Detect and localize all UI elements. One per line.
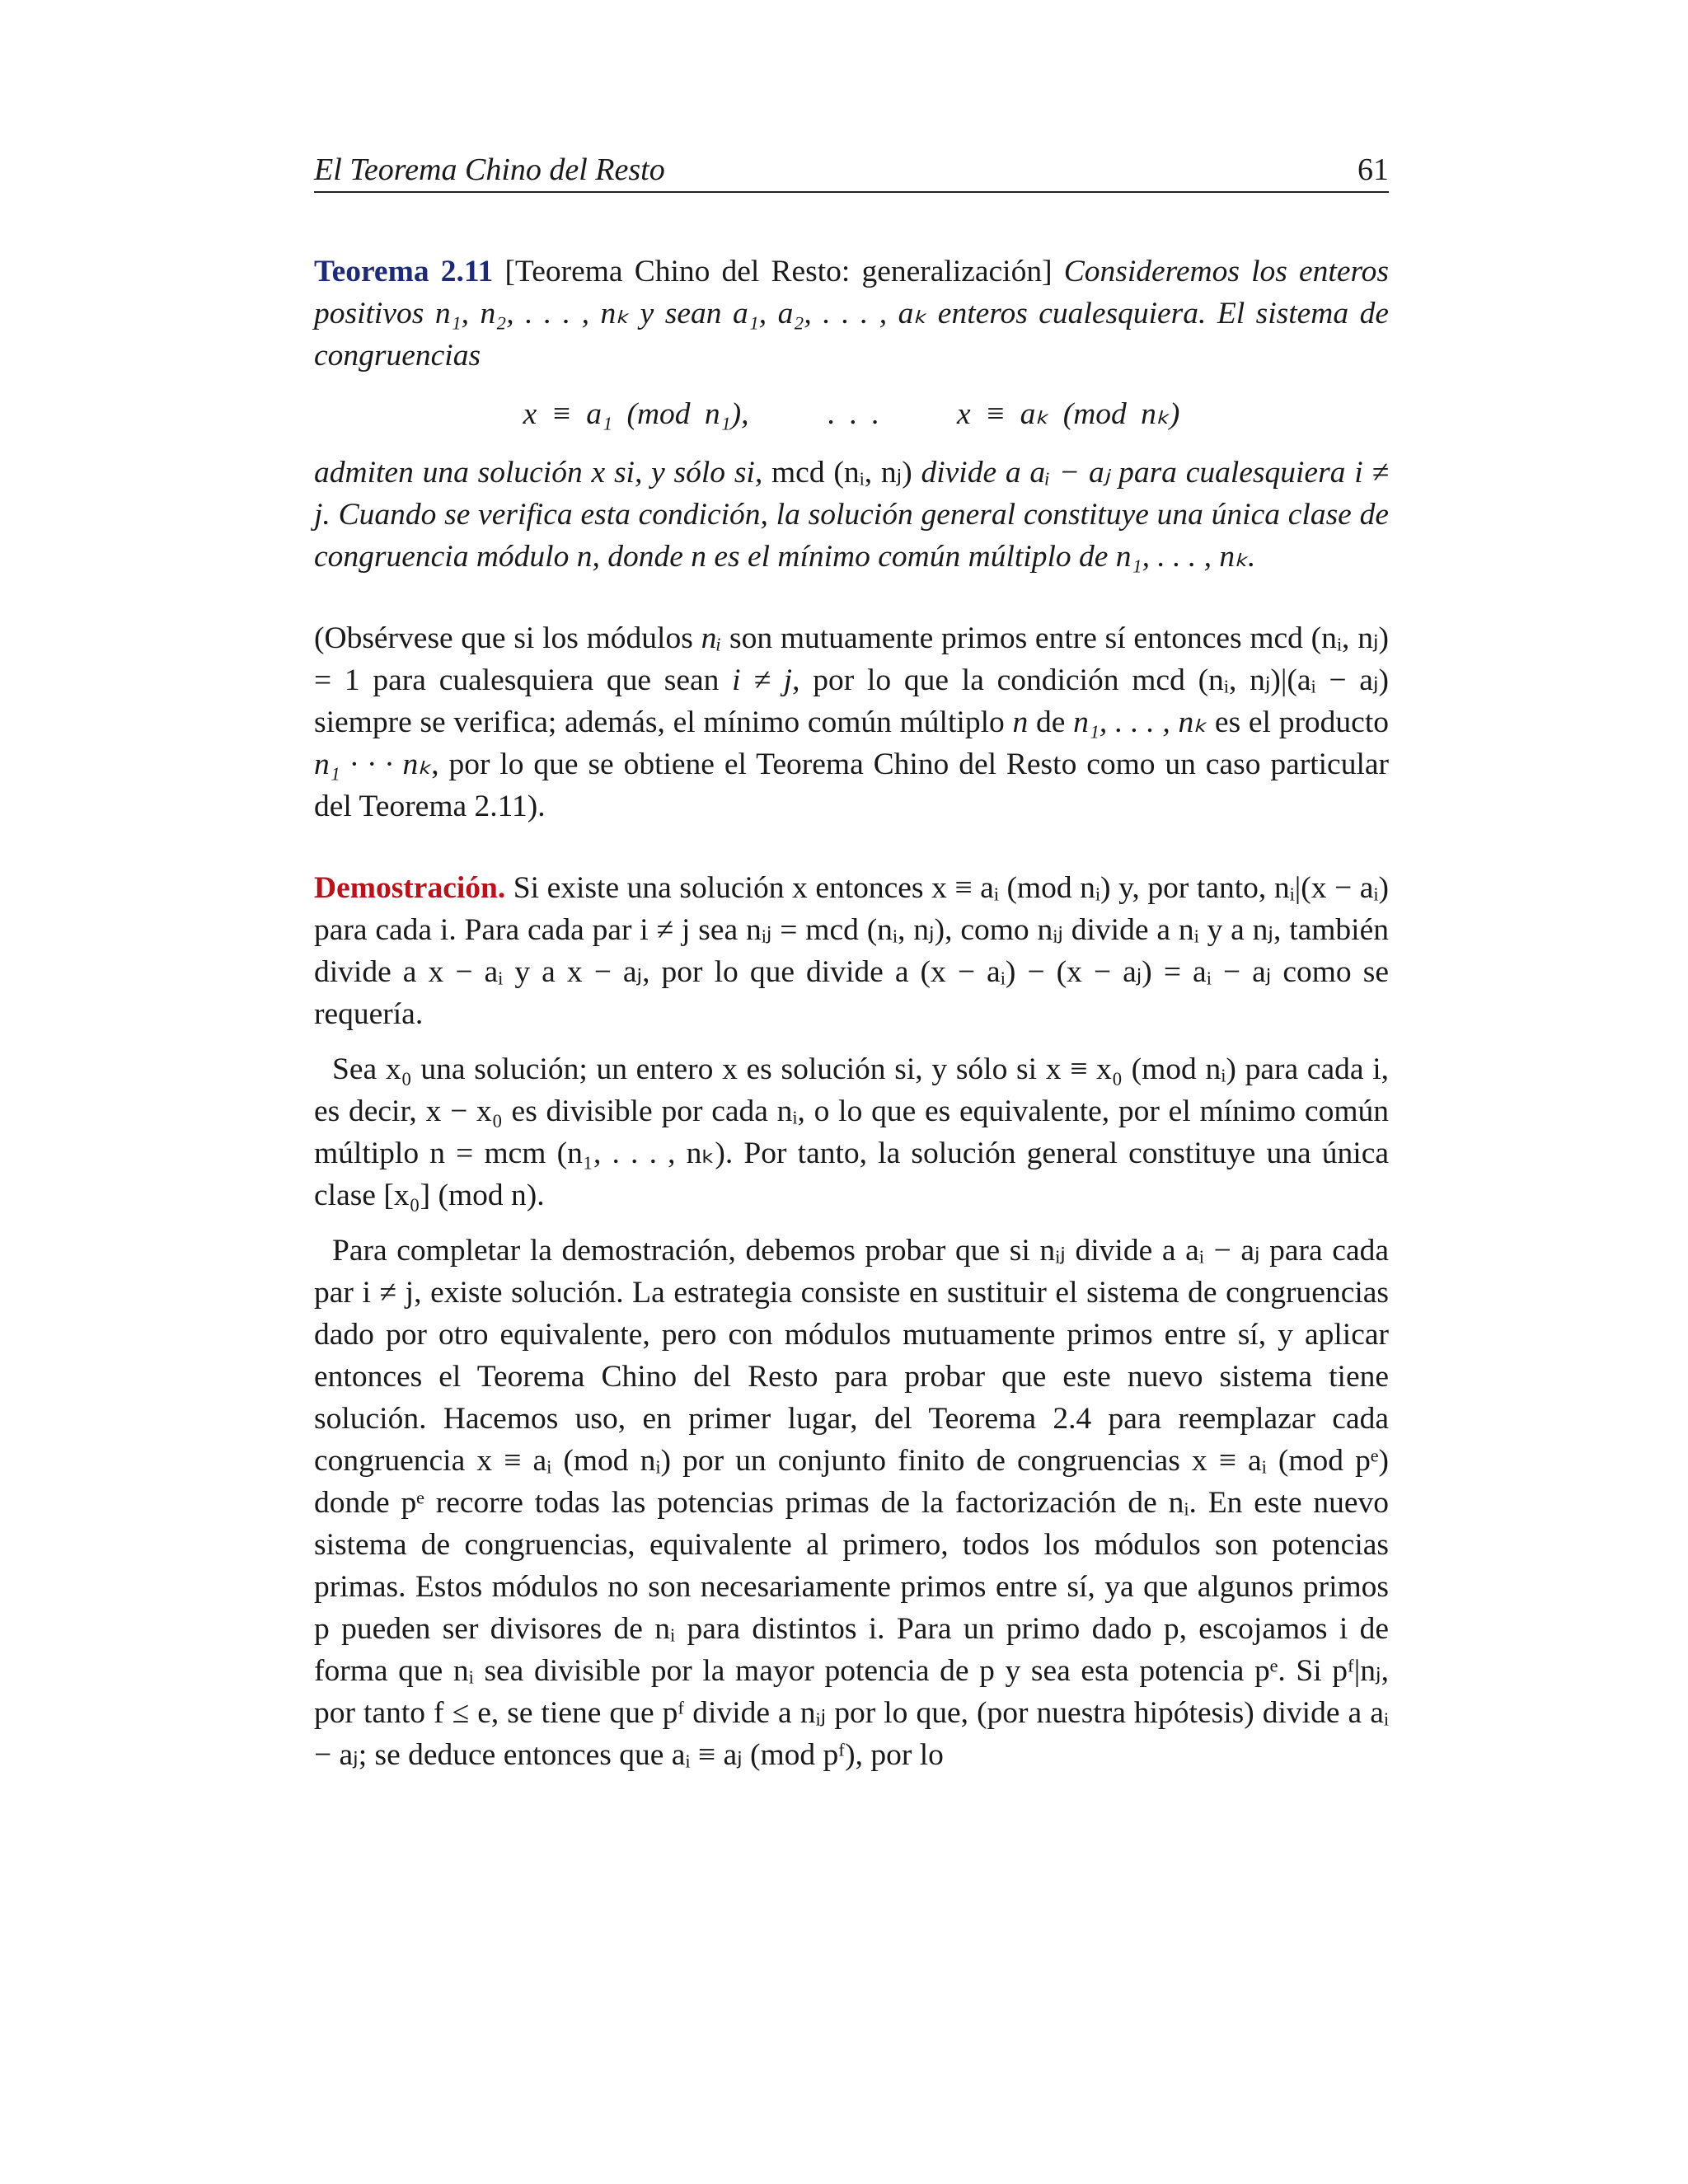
running-title: El Teorema Chino del Resto xyxy=(314,152,665,187)
theorem-body-ineq: i ≠ j xyxy=(314,456,1389,532)
theorem-intro-start: Consideremos los enteros positivos xyxy=(314,255,1390,330)
observation-paragraph xyxy=(314,617,1389,827)
observation-ni: nᵢ xyxy=(701,621,722,655)
theorem-body-x: x xyxy=(591,456,606,490)
theorem-label: Teorema 2.11 xyxy=(314,255,494,288)
theorem-intro-n: n₁, n₂, . . . , nₖ xyxy=(434,297,630,330)
observation-prod: n₁ · · · nₖ xyxy=(314,748,432,781)
congruence-last: x ≡ aₖ (mod nₖ) xyxy=(956,397,1180,431)
theorem-body-aij: aᵢ − aⱼ xyxy=(1029,456,1110,490)
theorem-body-3: divide a xyxy=(912,456,1030,490)
observation-text-3: para cualesquiera que sean xyxy=(359,663,733,697)
observation-text-4: , por lo que la condición xyxy=(792,663,1132,697)
congruence-system xyxy=(314,393,1389,435)
observation-text-8: , por lo que se obtiene el Teorema Chino del Resto como un caso particular del Teorema 2.11). xyxy=(314,748,1389,823)
page-number: 61 xyxy=(1357,152,1389,187)
theorem-body-2: si, y sólo si, xyxy=(605,456,772,490)
observation-mcd-eq: mcd (nᵢ, nⱼ) = 1 xyxy=(314,621,1389,697)
theorem-body-nlist: n₁, . . . , nₖ xyxy=(1115,540,1249,574)
theorem-body-5: . Cuando se verifica esta condición, la solución general constituye una única clase de congruencia módulo n, donde n es el mínimo común múltiplo de xyxy=(314,498,1389,574)
page-body xyxy=(314,251,1389,1776)
running-head xyxy=(314,153,1389,193)
theorem-body-4: para cualesquiera xyxy=(1109,456,1355,490)
observation-text-6: de xyxy=(1028,705,1074,739)
observation-nlist: n₁, . . . , nₖ xyxy=(1073,705,1207,739)
theorem-bracket: [Teorema Chino del Resto: generalización] xyxy=(504,255,1053,288)
theorem-body-mcd: mcd (nᵢ, nⱼ) xyxy=(771,456,912,490)
observation-text-5: siempre se verifica; además, el mínimo común múltiplo xyxy=(314,705,1013,739)
observation-ineq: i ≠ j xyxy=(732,663,793,697)
congruence-first: x ≡ a₁ (mod n₁), xyxy=(523,397,749,431)
proof-paragraph-1 xyxy=(314,867,1389,1035)
proof-paragraph-2: Sea x₀ una solución; un entero x es solución si, y sólo si x ≡ x₀ (mod nᵢ) para cada i, es decir, x − x₀ es divisible por cada nᵢ, o lo que es equivalente, por el mínimo común múltiplo n = mcm (n₁, . . . , nₖ). Por tanto, la solución general constituye una única clase [x₀] (mod n). xyxy=(314,1052,1389,1212)
observation-n: n xyxy=(1012,705,1029,739)
page xyxy=(314,0,1389,2184)
theorem-body-6: . xyxy=(1248,540,1256,574)
theorem-intro-end: enteros cualesquiera. El sistema de congruencias xyxy=(314,297,1389,373)
theorem-intro-mid: y sean xyxy=(629,297,733,330)
proof-label: Demostración. xyxy=(314,871,506,905)
theorem-intro-a: a₁, a₂, . . . , aₖ xyxy=(732,297,927,330)
congruence-dots: . . . xyxy=(827,397,879,431)
proof-paragraph-3: Para completar la demostración, debemos probar que si nᵢⱼ divide a aᵢ − aⱼ para cada par i ≠ j, existe solución. La estrategia consiste en sustituir el sistema de congruencias dado por otro equivalente, pero con módulos mutuamente primos entre sí, y aplicar entonces el Teorema Chino del Resto para probar que este nuevo sistema tiene solución. Hacemos uso, en primer lugar, del Teorema 2.4 para reemplazar cada congruencia x ≡ aᵢ (mod nᵢ) por un conjunto finito de congruencias x ≡ aᵢ (mod pᵉ) donde pᵉ recorre todas las potencias primas de la factorización de nᵢ. En este nuevo sistema de congruencias, equivalente al primero, todos los módulos son potencias primas. Estos módulos no son necesariamente primos entre sí, ya que algunos primos p pueden ser divisores de nᵢ para distintos i. Para un primo dado p, escojamos i de forma que nᵢ sea divisible por la mayor potencia de p y sea esta potencia pᵉ. Si pᶠ|nⱼ, por tanto f ≤ e, se tiene que pᶠ divide a nᵢⱼ por lo que, (por nuestra hipótesis) divide a aᵢ − aⱼ; se deduce entonces que aᵢ ≡ aⱼ (mod pᶠ), por lo xyxy=(314,1234,1389,1772)
observation-mcd-div: mcd (nᵢ, nⱼ)|(aᵢ − aⱼ) xyxy=(1132,663,1389,697)
theorem-statement xyxy=(314,251,1389,377)
proof-text-1: Si existe una solución x entonces x ≡ aᵢ (mod nᵢ) y, por tanto, nᵢ|(x − aᵢ) para cada i. Para cada par i ≠ j sea nᵢⱼ = mcd (nᵢ, nⱼ), como nᵢⱼ divide a nᵢ y a nⱼ, también divide a x − aᵢ y a x − aⱼ, por lo que divide a (x − aᵢ) − (x − aⱼ) = aᵢ − aⱼ como se requería. xyxy=(314,871,1389,1031)
theorem-conclusion xyxy=(314,452,1389,578)
observation-text-1: (Obsérvese que si los módulos xyxy=(314,621,701,655)
observation-text-7: es el producto xyxy=(1207,705,1390,739)
observation-text-2: son mutuamente primos entre sí entonces xyxy=(721,621,1250,655)
theorem-body-1: admiten una solución xyxy=(314,456,592,490)
